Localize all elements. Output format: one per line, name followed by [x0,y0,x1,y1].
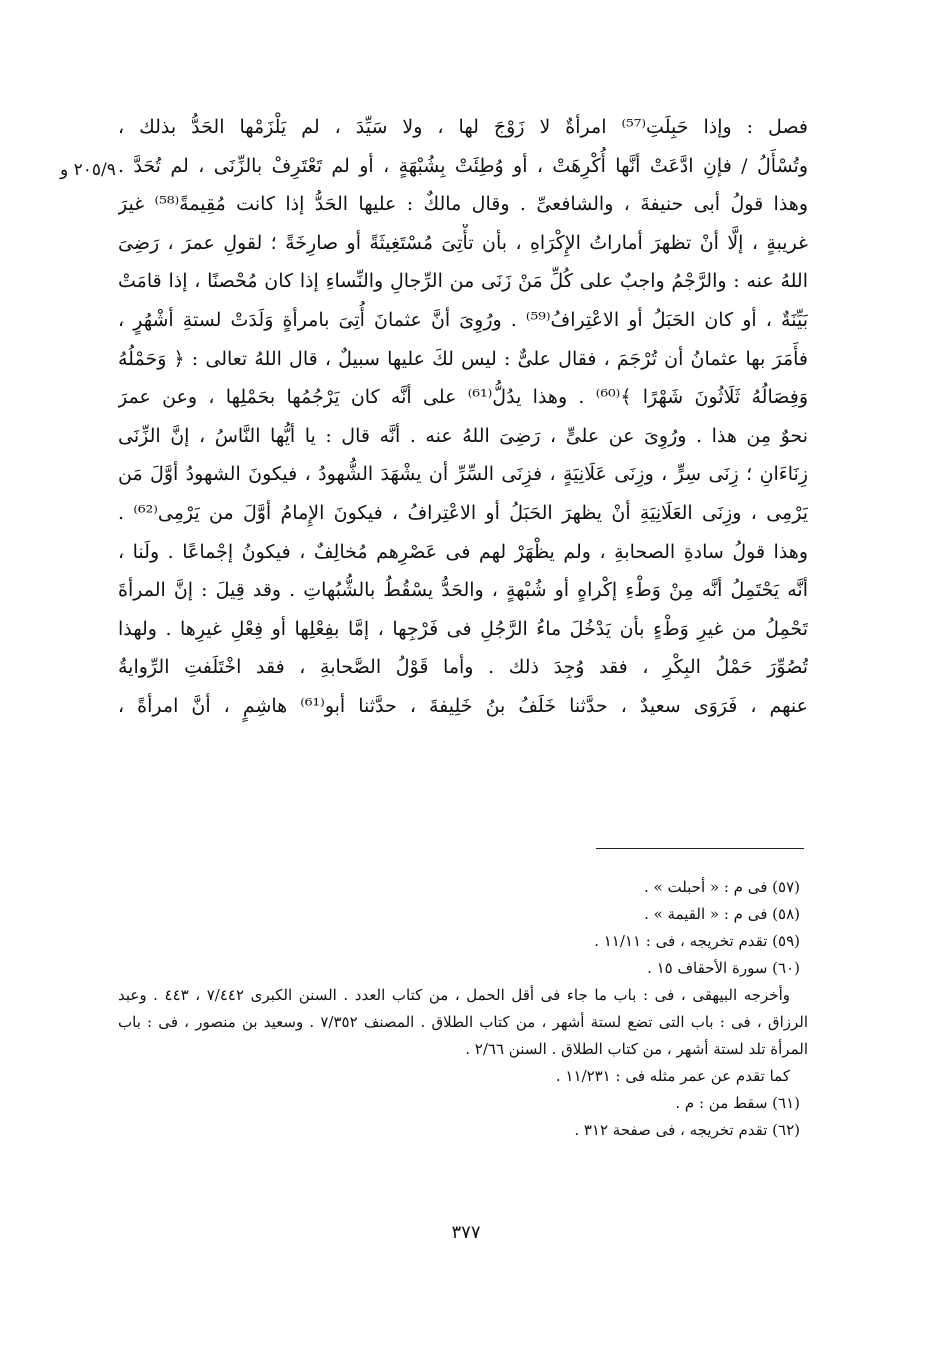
footnote-separator [596,848,804,849]
footnotes [118,874,808,1144]
text-line: نحوٌ مِن هذا . ورُوِىَ عن علىٍّ ، رَضِىَ اللهُ عنه . أنَّه قال : يا أيُّها النَّاسُ ، إنَّ الزِّنَى [118,424,808,447]
footnote-61: (٦١) سقط من : م . [675,1094,800,1112]
text-line: فأَمَرَ بها عثمانُ أن تُرْجَمَ ، فقال علىٌّ : ليس لكَ عليها سبيلٌ ، قال اللهُ تعالى : ﴿ وَحَمْلُهُ [118,347,808,370]
text-line: اللهُ عنه : والرَّجْمُ واجبٌ على كُلِّ مَنْ زَنَى من الرِّجالِ والنِّساءِ إذا كان مُحْصنًا ، إذا قامَتْ [118,270,808,293]
footnote-57: (٥٧) فى م : « أحبلت » . [643,878,800,896]
page-number: ٣٧٧ [451,1222,481,1243]
footnote-62: (٦٢) تقدم تخريجه ، فى صفحة ٣١٢ . [574,1121,800,1139]
text-line: يَرْمِى ، وزِنَى العَلَانِيَةِ أنْ يظهرَ الحَبَلُ أو الاعْتِرافُ ، فيكونَ الإِمامُ أوَّلَ من يَرْمِى⁽⁶²⁾ . [118,501,808,524]
footnote-58: (٥٨) فى م : « القيمة » . [644,905,800,923]
text-line: وَفِصَالُهُ ثَلَاثُونَ شَهْرًا ﴾⁽⁶⁰⁾ . وهذا يدُلُّ⁽⁶¹⁾ على أنَّه كان يَرْجُمُها بحَمْلِها ، وعن عمرَ [118,386,808,409]
footnote-60: (٦٠) سورة الأحقاف ١٥ . [647,959,800,977]
footnote-60-continued: وأخرجه البيهقى ، فى : باب ما جاء فى أقل الحمل ، من كتاب العدد . السنن الكبرى ٧/٤٤٢ ، ٤٤٣ . وعبد [118,986,790,1004]
text-line: وهذا قولُ أبى حنيفةَ ، والشافعىِّ . وقال مالكٌ : عليها الحَدُّ إذا كانت مُقِيمةً⁽⁵⁸⁾ غيرَ [118,193,808,216]
text-line: تَحْمِلُ من غيرِ وَطْءٍ بأن يَدْخُلَ ماءُ الرَّجُلِ فى فَرْجِها ، إمَّا بفِعْلِها أو فِعْلِ غيرِها . ولهذا [118,617,808,640]
footnote-59: (٥٩) تقدم تخريجه ، فى : ١١/١١ . [594,932,800,950]
footnote-60-continued: الرزاق ، فى : باب التى تضع لستة أشهر ، من كتاب الطلاق . المصنف ٧/٣٥٢ . وسعيد بن منصور ، فى : باب [118,1013,808,1031]
text-line: وتُسْأَلُ / فإنِ ادَّعَتْ أنَّها أُكْرِهَتْ ، أو وُطِئَتْ بِشُبْهَةٍ ، أو لم تَعْتَرِفْ بالزِّنَى ، لم تُحَدَّ . [118,154,808,177]
main-text [118,108,808,726]
text-line: بَيِّنَةٌ ، أو كان الحَبَلُ أو الاعْتِرافُ⁽⁵⁹⁾ . ورُوِىَ أنَّ عثمانَ أُتِىَ بامرأةٍ وَلَدَتْ لستةِ أشْهُرٍ ، [118,308,808,331]
text-line: وهذا قولُ سادةِ الصحابةِ ، ولم يظْهَرْ لهم فى عَصْرِهم مُخالِفٌ ، فيكونُ إجْماعًا . ولَنا ، [118,540,808,563]
margin-folio-note: ٢٠٥/٩ و [60,160,116,180]
text-line: زِنَاءَانِ ؛ زِنَى سِرٍّ ، وزِنَى عَلَانِيَةٍ ، فزِنَى السِّرِّ أن يشْهَدَ الشُّهودُ ، فيكونَ الشهودُ أوَّلَ مَن [118,463,808,486]
text-line: عنهم ، فَرَوَى سعيدٌ ، حدَّثنا خَلَفُ بنُ خَلِيفةَ ، حدَّثنا أبو⁽⁶¹⁾ هاشِمٍ ، أنَّ امرأةً ، [118,694,808,717]
footnote-60-continued: كما تقدم عن عمر مثله فى : ١١/٢٣١ . [555,1067,790,1085]
text-line: تُصُوِّرَ حَمْلُ البِكْرِ ، فقد وُجِدَ ذلك . وأما قَوْلُ الصَّحابةِ ، فقد اخْتَلَفتِ الرِّوايةُ [118,656,808,679]
footnote-60-continued: المرأة تلد لستة أشهر ، من كتاب الطلاق . السنن ٢/٦٦ . [465,1040,808,1058]
text-line: أنَّه يَحْتَمِلُ أنَّه مِنْ وَطْءِ إكْراهٍ أو شُبْهةٍ ، والحَدُّ يسْقُطُ بالشُّبُهاتِ . وقد قِيلَ : إنَّ المرأةَ [118,579,808,602]
text-line: غريبةٍ ، إلَّا أنْ تظهرَ أماراتُ الإِكْرَاهِ ، بأن تأْتِىَ مُسْتَغِيثَةً أو صارِخَةً ؛ لقولِ عمرَ ، رَضِىَ [118,231,808,254]
text-line: فصل : وإذا حَبِلَتِ⁽⁵⁷⁾ امرأةٌ لا زَوْجَ لها ، ولا سَيِّدَ ، لم يَلْزَمْها الحَدُّ بذلك ، [118,116,808,138]
